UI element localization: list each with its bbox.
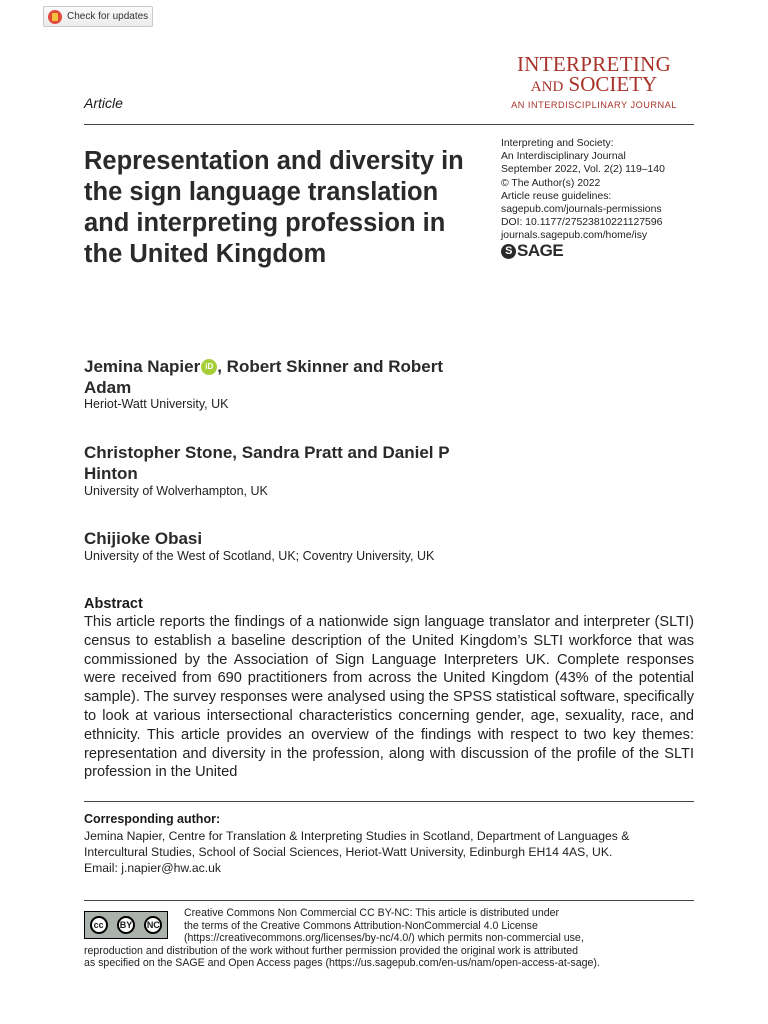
author-group-3: Chijioke Obasi: [84, 529, 203, 548]
sage-wordmark: SAGE: [517, 241, 564, 260]
author-group-1: [84, 356, 484, 398]
license-divider: [84, 900, 694, 901]
author-group-2: Christopher Stone, Sandra Pratt and Daniel P Hinton: [84, 443, 450, 483]
crossmark-icon: [48, 10, 62, 24]
nc-icon: NC: [144, 916, 162, 934]
license-line-4: reproduction and distribution of the work without further permission provided the original work is attributed: [84, 944, 579, 957]
author-names-rest: , Robert Skinner and Robert Adam: [84, 357, 443, 397]
meta-issue: September 2022, Vol. 2(2) 119–140: [501, 164, 665, 176]
journal-logo-line2: AND SOCIETY: [530, 72, 658, 96]
sage-mark-icon: S: [501, 244, 516, 259]
author-affiliation-3: University of the West of Scotland, UK; Coventry University, UK: [84, 549, 435, 563]
header-divider: [84, 124, 694, 125]
author-affiliation-1: Heriot-Watt University, UK: [84, 397, 229, 411]
corresponding-author-heading: Corresponding author:: [84, 812, 221, 826]
license-line-3[interactable]: (https://creativecommons.org/licenses/by-nc/4.0/) which permits non-commercial use,: [184, 932, 584, 945]
article-title: Representation and diversity in the sign language translation and interpreting profession in the United Kingdom: [84, 147, 464, 268]
article-metadata: [501, 137, 701, 243]
check-for-updates-button[interactable]: [43, 6, 153, 27]
meta-doi-link[interactable]: DOI: 10.1177/27523810221127596: [501, 217, 663, 229]
abstract-text: This article reports the findings of a nationwide sign language translator and interpreter (SLTI) census to establish a baseline description of the United Kingdom’s SLTI workforce that was commissioned by the Association of Sign Language Interpreters UK. Complete responses were received from 690 practitioners from across the United Kingdom (43% of the potential sample). The survey responses were analysed using the SPSS statistical software, specifically to look at various intersectional characteristics concerning gender, age, sexuality, race, and ethnicity. This article provides an overview of the findings with respect to two key themes: representation and diversity in the profession, along with discussion of the profile of the SLTI profession in the United: [84, 614, 694, 781]
orcid-icon[interactable]: iD: [201, 359, 217, 375]
by-icon: BY: [117, 916, 135, 934]
license-text: [84, 907, 704, 970]
abstract-heading: Abstract: [84, 596, 143, 612]
meta-reuse-link[interactable]: sagepub.com/journals-permissions: [501, 204, 662, 216]
journal-logo-tagline: AN INTERDISCIPLINARY JOURNAL: [511, 100, 677, 110]
sage-logo: [501, 241, 563, 261]
corresponding-email[interactable]: Email: j.napier@hw.ac.uk: [84, 861, 222, 875]
meta-journal-link[interactable]: journals.sagepub.com/home/isy: [501, 230, 648, 242]
corresponding-line-1: Jemina Napier, Centre for Translation & Interpreting Studies in Scotland, Department of Languages &: [84, 829, 630, 843]
corresponding-line-2: Intercultural Studies, School of Social Sciences, Heriot-Watt University, Edinburgh EH14 4AS, UK.: [84, 845, 613, 859]
corresponding-author-details: [84, 828, 684, 876]
journal-logo: [499, 54, 689, 110]
author-affiliation-2: University of Wolverhampton, UK: [84, 484, 268, 498]
journal-logo-line1: INTERPRETING: [516, 52, 672, 76]
license-line-5[interactable]: as specified on the SAGE and Open Access pages (https://us.sagepub.com/en-us/nam/open-access-at-sage).: [84, 957, 600, 970]
license-line-1: Creative Commons Non Commercial CC BY-NC: This article is distributed under: [184, 907, 560, 919]
footnote-divider: [84, 801, 694, 802]
license-line-2: the terms of the Creative Commons Attribution-NonCommercial 4.0 License: [184, 919, 538, 932]
check-for-updates-label: Check for updates: [67, 11, 149, 22]
cc-icon: cc: [90, 916, 108, 934]
article-type-label: Article: [84, 95, 123, 111]
meta-journal: Interpreting and Society:: [501, 138, 614, 149]
meta-journal-subtitle: An Interdisciplinary Journal: [501, 151, 626, 163]
meta-copyright: © The Author(s) 2022: [501, 177, 601, 189]
meta-reuse-label: Article reuse guidelines:: [501, 190, 612, 202]
author-names: Jemina Napier: [84, 357, 201, 376]
